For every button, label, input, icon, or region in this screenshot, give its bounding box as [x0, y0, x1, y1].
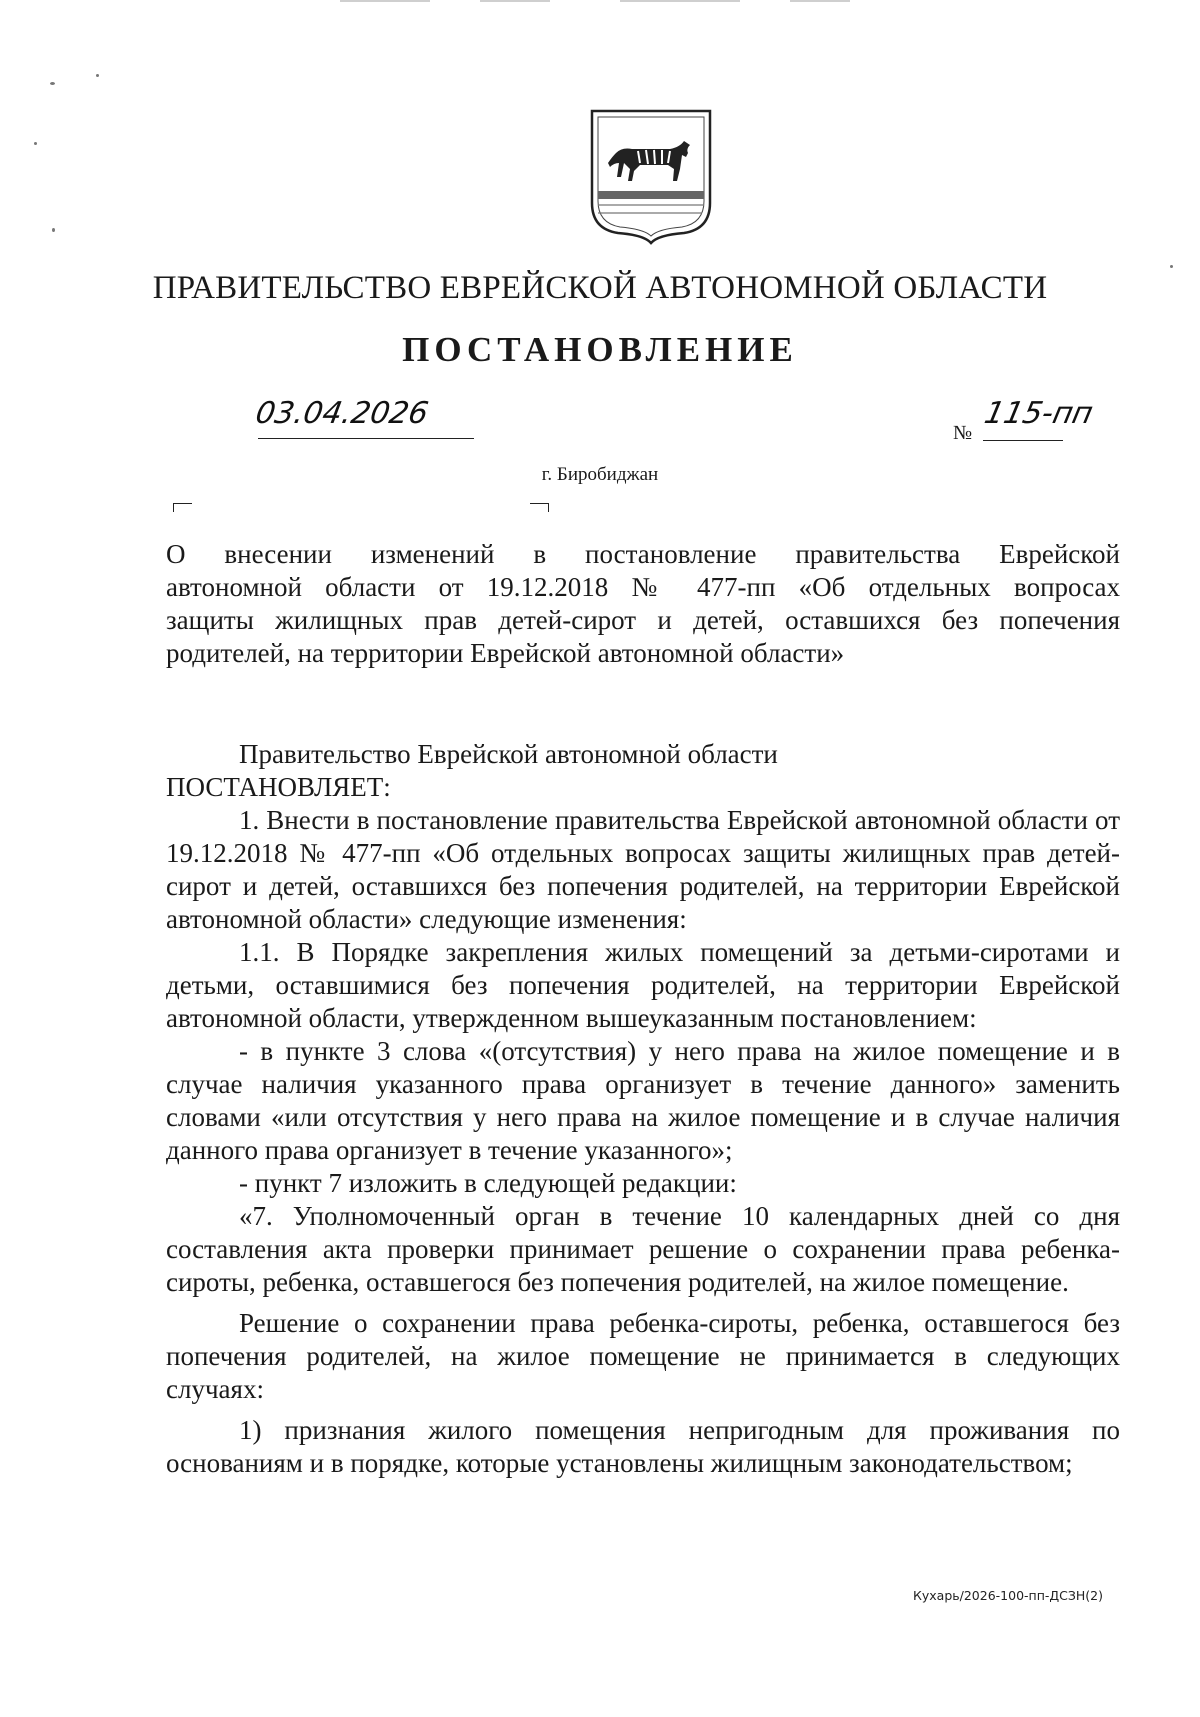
scan-artifact: [52, 228, 55, 232]
date-underline: [258, 438, 474, 439]
bullet-item: - в пункте 3 слова «(отсутствия) у него права на жилое помещение и в случае наличия указанного права организует в течение данного» заменить словами «или отсутствия у него права на жилое помещение и в случае наличия данного права организует в течение указанного»;: [166, 1036, 1120, 1165]
paragraph-7-2: Решение о сохранении права ребенка-сироты, ребенка, оставшегося без попечения родителей, на жилое помещение не принимается в следующих случаях:: [166, 1308, 1120, 1404]
subject-line: родителей, на территории Еврейской автономной области»: [166, 638, 845, 668]
scan-artifact: [620, 0, 740, 2]
government-title: ПРАВИТЕЛЬСТВО ЕВРЕЙСКОЙ АВТОНОМНОЙ ОБЛАСТИ: [152, 270, 1048, 306]
document-body: [166, 738, 1120, 1480]
city-name: г. Биробиджан: [541, 464, 659, 485]
paragraph-7-3: 1) признания жилого помещения непригодным для проживания по основаниям и в порядке, которые установлены жилищным законодательством;: [166, 1415, 1120, 1478]
subject-bracket-right: [530, 503, 549, 512]
scan-artifact: [340, 0, 430, 2]
paragraph-7: «7. Уполномоченный орган в течение 10 календарных дней со дня составления акта проверки принимает решение о сохранении права ребенка-сироты, ребенка, оставшегося без попечения родителей, на жилое помещение.: [166, 1201, 1120, 1297]
scan-artifact: [96, 74, 99, 77]
paragraph-1-1: 1.1. В Порядке закрепления жилых помещений за детьми-сиротами и детьми, оставшимися без попечения родителей, на территории Еврейской автономной области, утвержденном вышеуказанным постановлением:: [166, 937, 1120, 1033]
scan-artifact: [790, 0, 850, 2]
subject-heading: [166, 538, 1120, 670]
resolves-line: ПОСТАНОВЛЯЕТ:: [166, 772, 391, 802]
scan-artifact: [50, 82, 55, 85]
bullet-item: - пункт 7 изложить в следующей редакции:: [239, 1168, 737, 1198]
number-underline: [983, 440, 1063, 441]
subject-bracket-left: [173, 503, 192, 512]
document-type: ПОСТАНОВЛЕНИЕ: [402, 330, 798, 369]
number-label: №: [953, 422, 973, 444]
paragraph-1: 1. Внести в постановление правительства Еврейской автономной области от 19.12.2018 № 477-пп «Об отдельных вопросах защиты жилищных прав детей-сирот и детей, оставшихся без попечения родителей, на территории Еврейской автономной области» следующие изменения:: [166, 805, 1120, 934]
handwritten-date: 03.04.2026: [252, 396, 431, 431]
subject-line: автономной области от 19.12.2018 № 477-пп «Об отдельных вопросах: [166, 572, 1120, 602]
subject-line: О внесении изменений в постановление правительства Еврейской: [166, 539, 1120, 569]
handwritten-number: 115-пп: [981, 396, 1097, 431]
scan-artifact: [34, 142, 37, 145]
document-footer-code: Кухарь/2026-100-пп-ДСЗН(2): [913, 1588, 1104, 1603]
coat-of-arms-tiger-icon: [588, 107, 714, 245]
subject-line: защиты жилищных прав детей-сирот и детей, оставшихся без попечения: [166, 605, 1120, 635]
scan-artifact: [480, 0, 550, 2]
preamble: Правительство Еврейской автономной области: [239, 739, 778, 769]
scan-artifact: [1170, 265, 1173, 268]
